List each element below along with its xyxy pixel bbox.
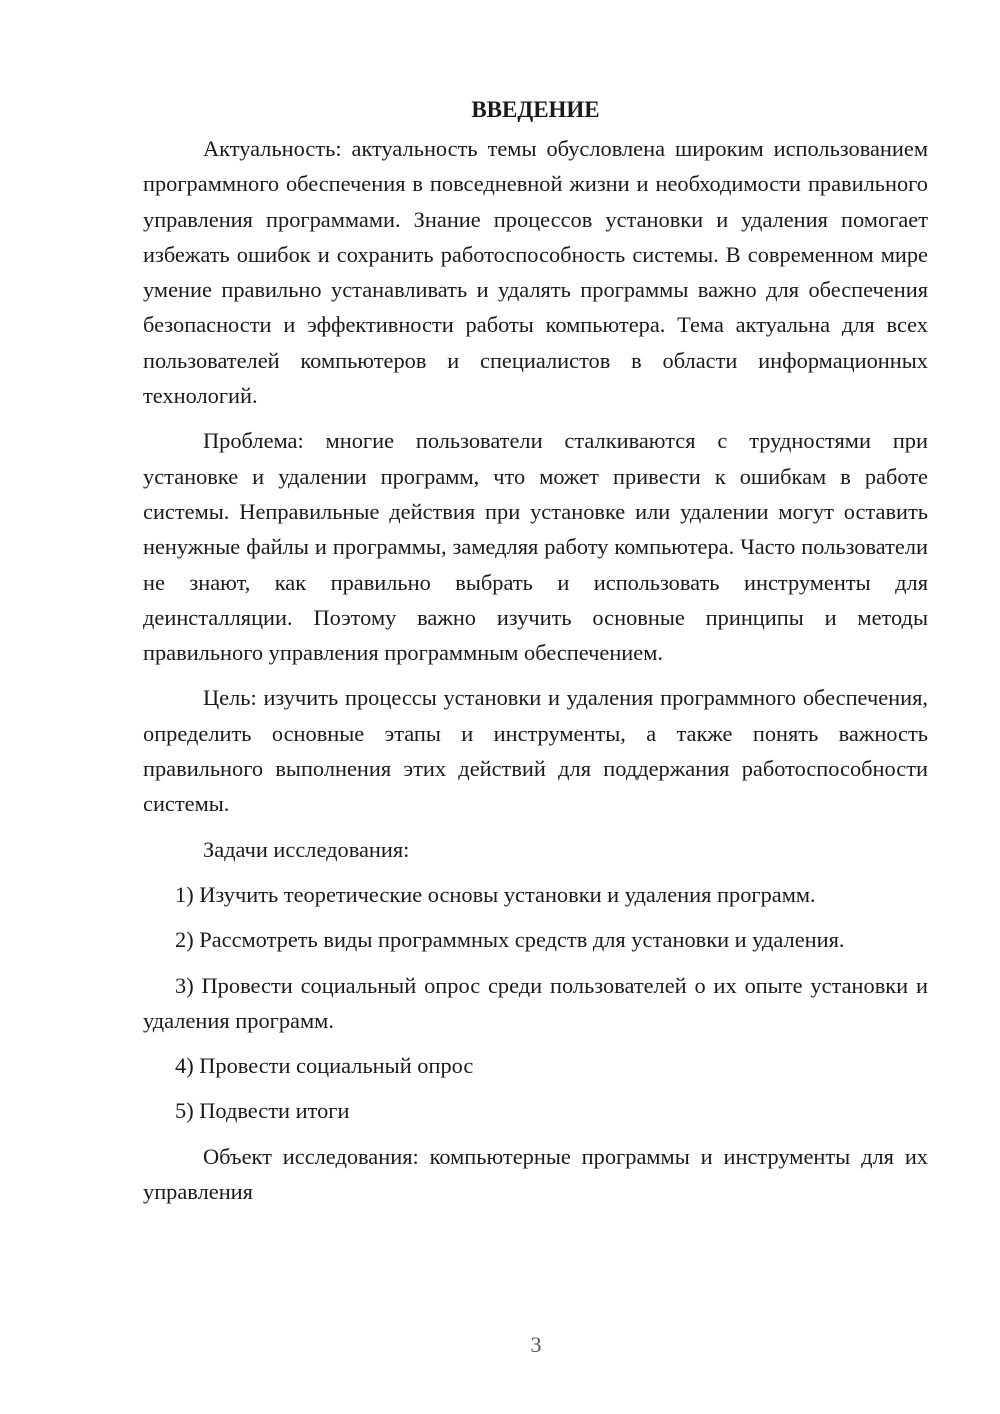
page-number: 3: [530, 1332, 542, 1357]
page-title: ВВЕДЕНИЕ: [471, 97, 600, 122]
task-item-5: 5) Подвести итоги: [175, 1098, 350, 1124]
goal-paragraph: Цель: изучить процессы установки и удаления программного обеспечения, определить основные этапы и инструменты, а также понять важность правильного выполнения этих действий для поддержания работоспособности системы.: [143, 685, 928, 817]
relevance-paragraph: Актуальность: актуальность темы обусловлена широким использованием программного обеспечения в повседневной жизни и необходимости правильного управления программами. Знание процессов установки и удаления помогает избежать ошибок и сохранить работоспособность системы. В современном мире умение правильно устанавливать и удалять программы важно для обеспечения безопасности и эффективности работы компьютера. Тема актуальна для всех пользователей компьютеров и специалистов в области информационных технологий.: [143, 136, 928, 409]
task-item-2: 2) Рассмотреть виды программных средств для установки и удаления.: [175, 927, 845, 953]
task-item-3: 3) Провести социальный опрос среди пользователей о их опыте установки и удаления программ.: [143, 972, 928, 1033]
tasks-heading: Задачи исследования:: [203, 836, 410, 862]
object-paragraph: Объект исследования: компьютерные программы и инструменты для их управления: [143, 1143, 928, 1205]
problem-paragraph: Проблема: многие пользователи сталкиваются с трудностями при установке и удалении программ, что может привести к ошибкам в работе системы. Неправильные действия при установке или удалении могут оставить ненужные файлы и программы, замедляя работу компьютера. Часто пользователи не знают, как правильно выбрать и использовать инструменты для деинсталляции. Поэтому важно изучить основные принципы и методы правильного управления программным обеспечением.: [143, 428, 928, 666]
document-page: [143, 92, 928, 1219]
task-item-1: 1) Изучить теоретические основы установки и удаления программ.: [175, 881, 816, 907]
task-item-4: 4) Провести социальный опрос: [175, 1053, 474, 1079]
